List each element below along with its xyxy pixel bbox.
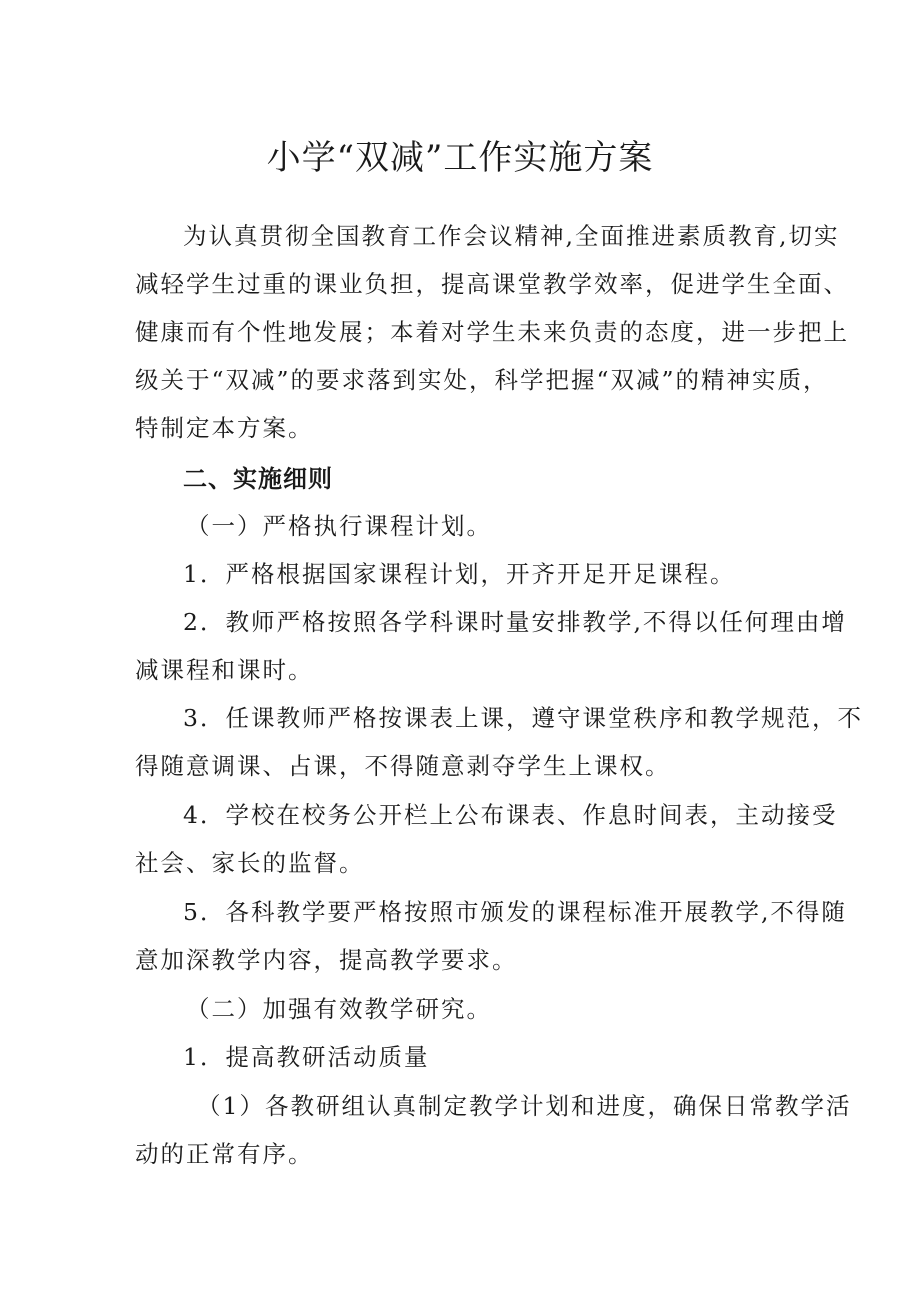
intro-line-5: 特制定本方案。: [135, 414, 314, 442]
intro-line-3: 健康而有个性地发展；本着对学生未来负责的态度，进一步把上: [135, 318, 849, 346]
intro-line-1: 为认真贯彻全国教育工作会议精神,全面推进素质教育,切实: [183, 222, 840, 250]
list-item-7-line-2: 动的正常有序。: [135, 1140, 314, 1168]
intro-paragraph: [135, 212, 849, 452]
list-item-3-line-1: 3．任课教师严格按课表上课，遵守课堂秩序和教学规范，不: [183, 704, 863, 732]
intro-line-4: 级关于“双减”的要求落到实处，科学把握“双减”的精神实质，: [135, 366, 829, 394]
list-item-5-line-2: 意加深教学内容，提高教学要求。: [135, 946, 518, 974]
list-item-3-line-2: 得随意调课、占课，不得随意剥夺学生上课权。: [135, 752, 671, 780]
list-item-7-line-1: （1）各教研组认真制定教学计划和进度，确保日常教学活: [197, 1092, 852, 1120]
list-item-4-line-2: 社会、家长的监督。: [135, 849, 365, 877]
list-item-4-line-1: 4．学校在校务公开栏上公布课表、作息时间表，主动接受: [183, 801, 838, 829]
list-item-3: [135, 694, 863, 790]
list-item-2-line-2: 减课程和课时。: [135, 656, 314, 684]
list-item-2-line-1: 2．教师严格按照各学科课时量安排教学,不得以任何理由增: [183, 608, 847, 636]
list-item-5-line-1: 5．各科教学要严格按照市颁发的课程标准开展教学,不得随: [183, 898, 847, 926]
document-title: 小学“双减”工作实施方案: [266, 138, 654, 178]
list-item-1: 1．严格根据国家课程计划，开齐开足开足课程。: [183, 560, 736, 588]
subsection-heading-1: （一）严格执行课程计划。: [186, 512, 492, 540]
list-item-5: [135, 888, 847, 984]
intro-line-2: 减轻学生过重的课业负担，提高课堂教学效率，促进学生全面、: [135, 270, 849, 298]
list-item-7: [135, 1082, 852, 1178]
subsection-heading-2: （二）加强有效教学研究。: [186, 995, 492, 1023]
list-item-4: [135, 791, 838, 887]
list-item-2: [135, 598, 847, 694]
list-item-6: 1．提高教研活动质量: [183, 1043, 430, 1071]
section-heading-implementation: 二、实施细则: [183, 465, 333, 493]
